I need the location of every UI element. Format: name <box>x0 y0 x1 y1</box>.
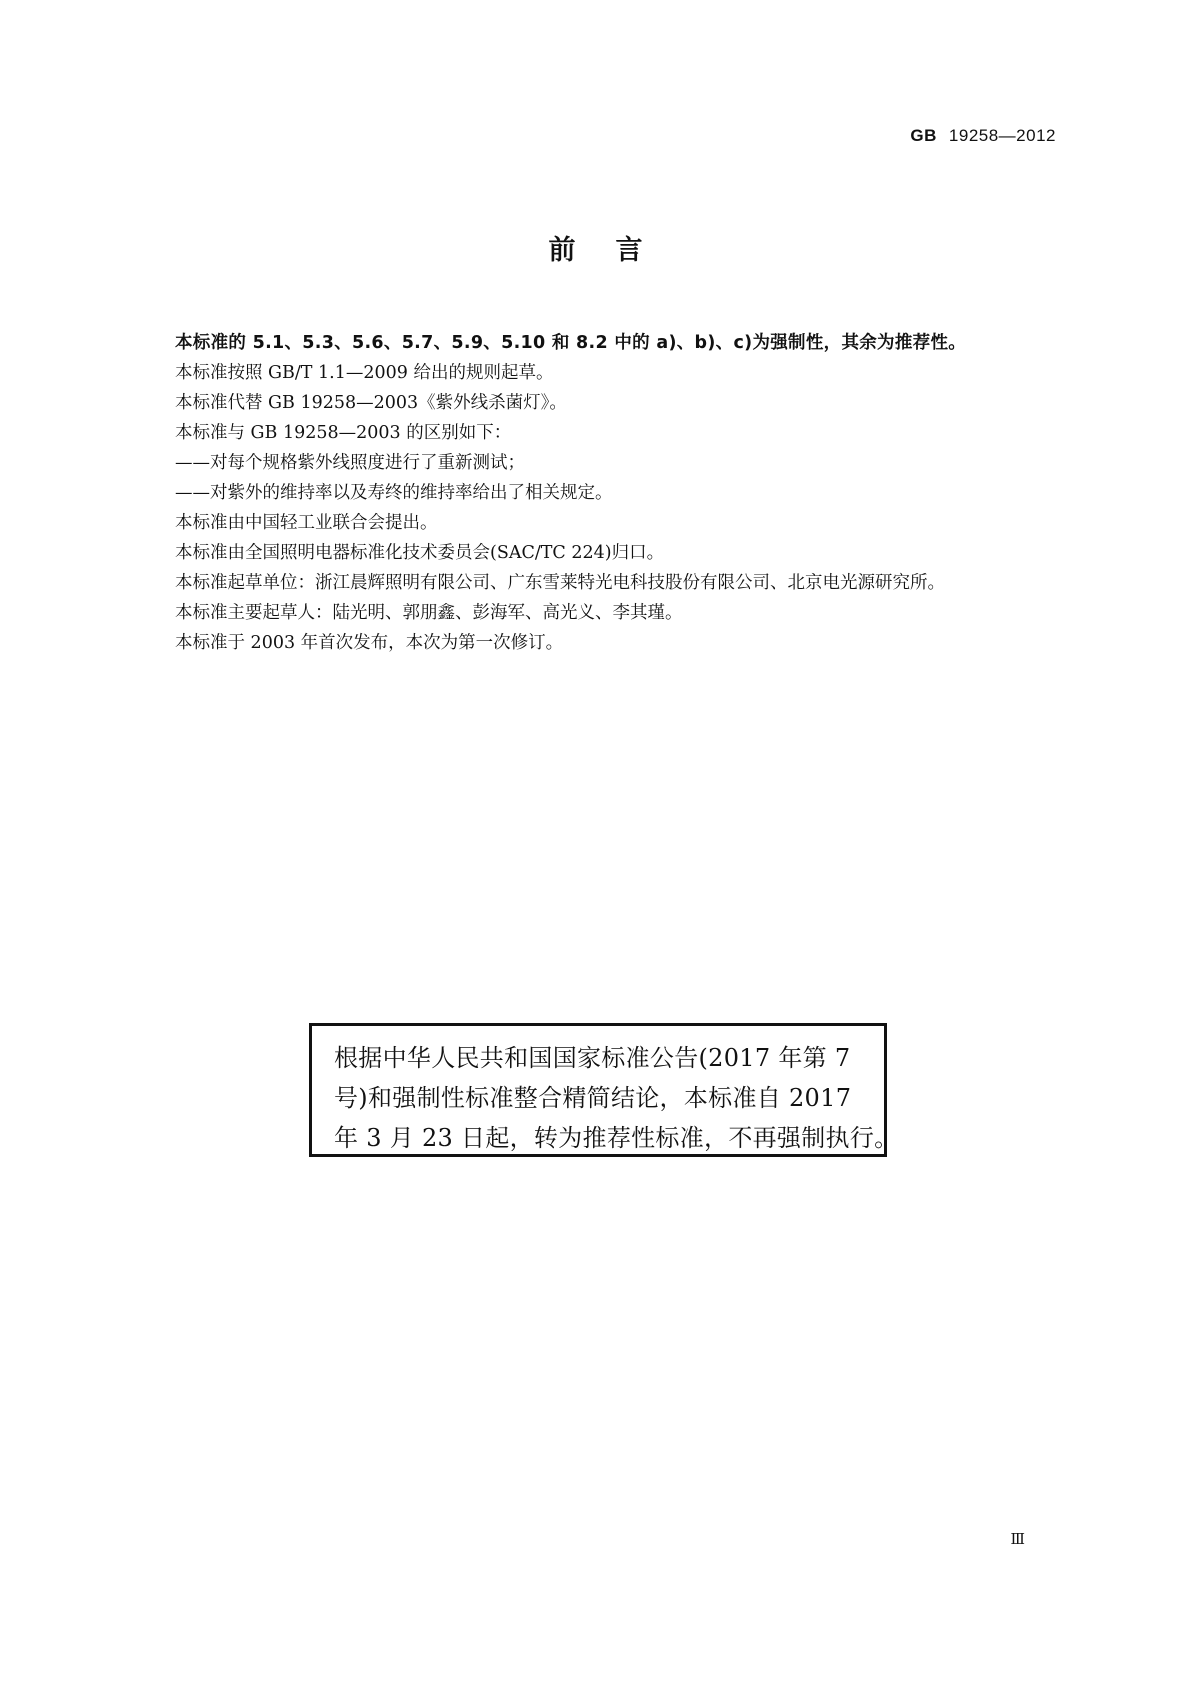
drafting-units-paragraph: 本标准起草单位：浙江晨辉照明有限公司、广东雪莱特光电科技股份有限公司、北京电光源研究所。 <box>175 573 945 593</box>
notice-box <box>309 1023 899 1157</box>
standard-number: 19258—2012 <box>948 126 1056 145</box>
notice-line: 根据中华人民共和国国家标准公告(2017 年第 7 <box>334 1044 851 1072</box>
drafters-paragraph: 本标准主要起草人：陆光明、郭朋鑫、彭海军、高光义、李其瑾。 <box>175 603 683 623</box>
standard-prefix: GB <box>910 126 937 145</box>
page-title: 前言 <box>548 235 683 266</box>
notice-line: 号)和强制性标准整合精简结论，本标准自 2017 <box>334 1084 852 1112</box>
difference-item: ——对紫外的维持率以及寿终的维持率给出了相关规定。 <box>175 483 613 503</box>
differences-intro-paragraph: 本标准与 GB 19258—2003 的区别如下： <box>175 423 512 443</box>
difference-item: ——对每个规格紫外线照度进行了重新测试； <box>175 453 525 473</box>
mandatory-clause-paragraph: 本标准的 5.1、5.3、5.6、5.7、5.9、5.10 和 8.2 中的 a)、b)、c)为强制性，其余为推荐性。 <box>175 333 967 353</box>
committee-paragraph: 本标准由全国照明电器标准化技术委员会(SAC/TC 224)归口。 <box>175 543 665 563</box>
page-number: Ⅲ <box>1010 1530 1023 1548</box>
publication-history-paragraph: 本标准于 2003 年首次发布，本次为第一次修订。 <box>175 633 564 653</box>
standard-code-header <box>910 126 1056 146</box>
foreword-body <box>133 328 1063 658</box>
drafting-rule-paragraph: 本标准按照 GB/T 1.1—2009 给出的规则起草。 <box>175 363 554 383</box>
replaces-paragraph: 本标准代替 GB 19258—2003《紫外线杀菌灯》。 <box>175 393 567 413</box>
proposer-paragraph: 本标准由中国轻工业联合会提出。 <box>175 513 438 533</box>
notice-line: 年 3 月 23 日起，转为推荐性标准，不再强制执行。 <box>334 1124 899 1152</box>
